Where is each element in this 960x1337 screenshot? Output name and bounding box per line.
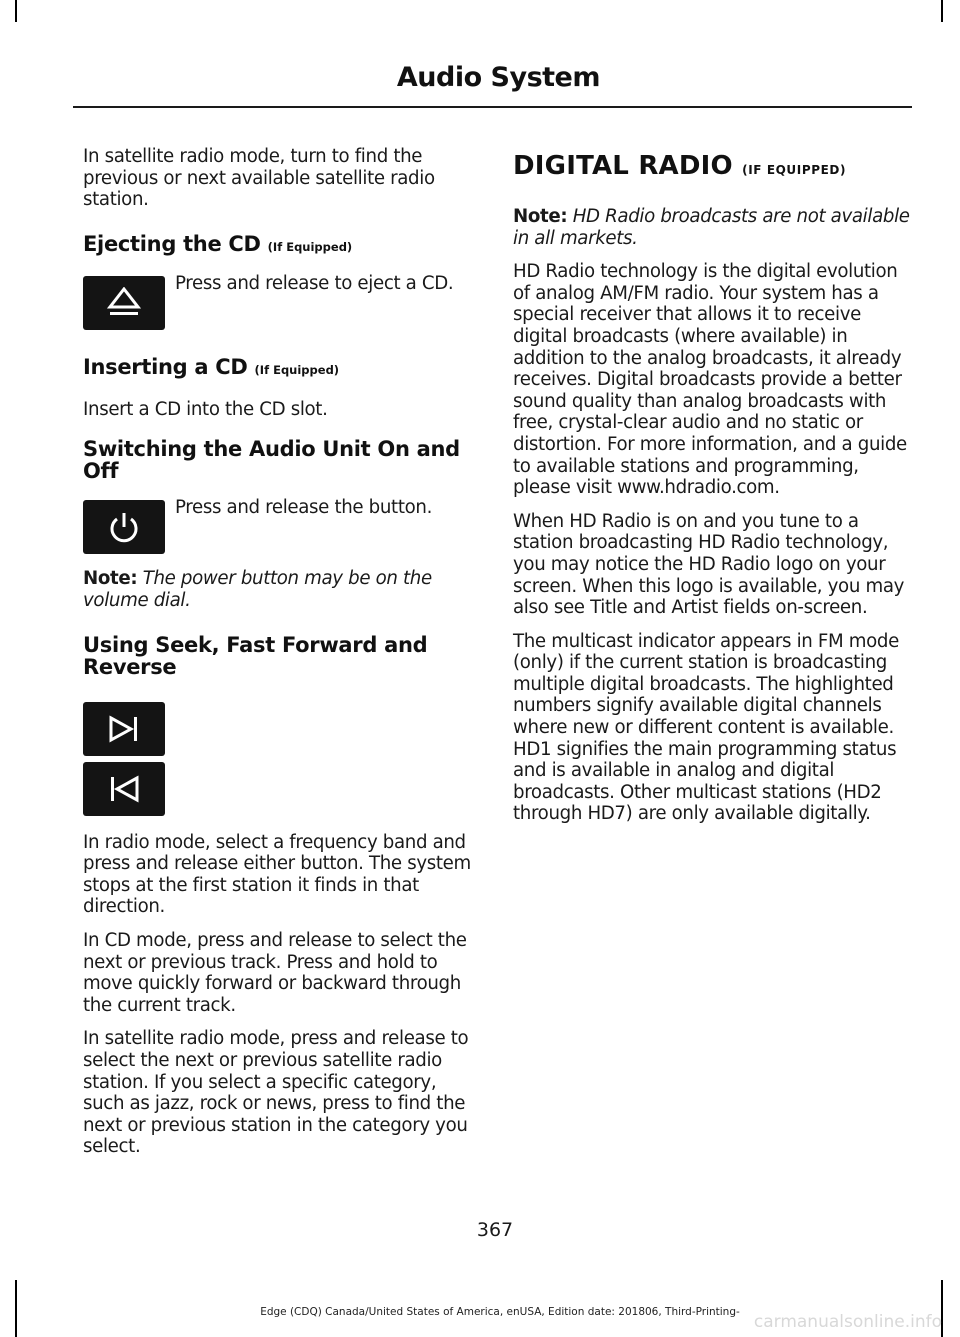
digital-radio-if-equipped: (IF EQUIPPED) [742,163,847,177]
seek-back-icon [107,775,141,803]
power-row [83,497,477,554]
seek-heading: Using Seek, Fast Forward and Reverse [83,632,428,679]
eject-description: Press and release to eject a CD. [175,272,454,294]
hd-note-label: Note: [513,206,568,227]
page-number: 367 [476,1219,514,1241]
page-header-title: Audio System [396,62,600,93]
eject-row [83,272,477,330]
seek-radio-text: In radio mode, select a frequency band and press and release either button. The system stops at the first station it finds in that direction. [83,831,471,918]
insert-heading [83,356,477,381]
eject-heading-label: Ejecting the CD [83,231,261,256]
power-icon [107,510,141,544]
multicast-text: The multicast indicator appears in FM mode (only) if the current station is broadcasting multiple digital broadcasts. The highlighted numbers signify available digital channels where new or different content is available. HD1 signifies the main programming status and is available in analog and digital broadcasts. Other multicast stations (HD2 through HD7) are only available digitally. [513,630,899,825]
eject-button[interactable] [83,276,165,330]
hd-logo-text: When HD Radio is on and you tune to a station broadcasting HD Radio technology, you may notice the HD Radio logo on your screen. When this logo is available, you may also see Title and Artist fields on-screen. [513,510,905,619]
hd-technology-text: HD Radio technology is the digital evolution of analog AM/FM radio. Your system has a special receiver that allows it to receive digital broadcasts (where available) in addition to the analog broadcasts, it already receives. Digital broadcasts provide a better sound quality than analog broadcasts with free, crystal-clear audio and no static or distortion. For more information, and a guide to available stations and programming, please visit www.hdradio.com. [513,261,907,499]
hd-note [513,206,911,249]
left-column [83,146,477,1170]
seek-forward-button[interactable] [83,702,165,756]
site-watermark: carmanualsonline.info [753,1312,942,1332]
seek-icons [83,702,477,816]
eject-icon [107,287,141,319]
digital-radio-heading [513,152,911,184]
seek-cd-text: In CD mode, press and release to select the next or previous track. Press and hold to move quickly forward or backward through the current track. [83,929,467,1016]
insert-heading-label: Inserting a CD [83,354,248,379]
header-divider [73,106,912,108]
hd-note-text: HD Radio broadcasts are not available in all markets. [513,206,910,249]
eject-heading [83,233,477,258]
power-note-label: Note: [83,568,138,590]
switch-heading: Switching the Audio Unit On and Off [83,437,460,484]
eject-if-equipped: (If Equipped) [267,239,353,254]
insert-text: Insert a CD into the CD slot. [83,398,328,420]
edition-footer: Edge (CDQ) Canada/United States of America, enUSA, Edition date: 201806, Third-Printing- [260,1306,740,1318]
power-note [83,568,477,611]
seek-forward-icon [107,715,141,743]
right-column [513,146,911,837]
power-button[interactable] [83,500,165,554]
crop-mark-top-right [941,0,943,22]
crop-mark-top-left [15,0,17,22]
digital-radio-heading-label: DIGITAL RADIO [513,151,733,181]
power-description: Press and release the button. [175,497,432,519]
insert-if-equipped: (If Equipped) [254,362,340,377]
power-note-text: The power button may be on the volume dial. [83,568,432,611]
seek-back-button[interactable] [83,762,165,816]
seek-satellite-text: In satellite radio mode, press and release to select the next or previous satellite radio station. If you select a specific category, such as jazz, rock or news, press to find the next or previous station in the category you select. [83,1028,469,1158]
satellite-intro-text: In satellite radio mode, turn to find the previous or next available satellite radio station. [83,146,435,211]
